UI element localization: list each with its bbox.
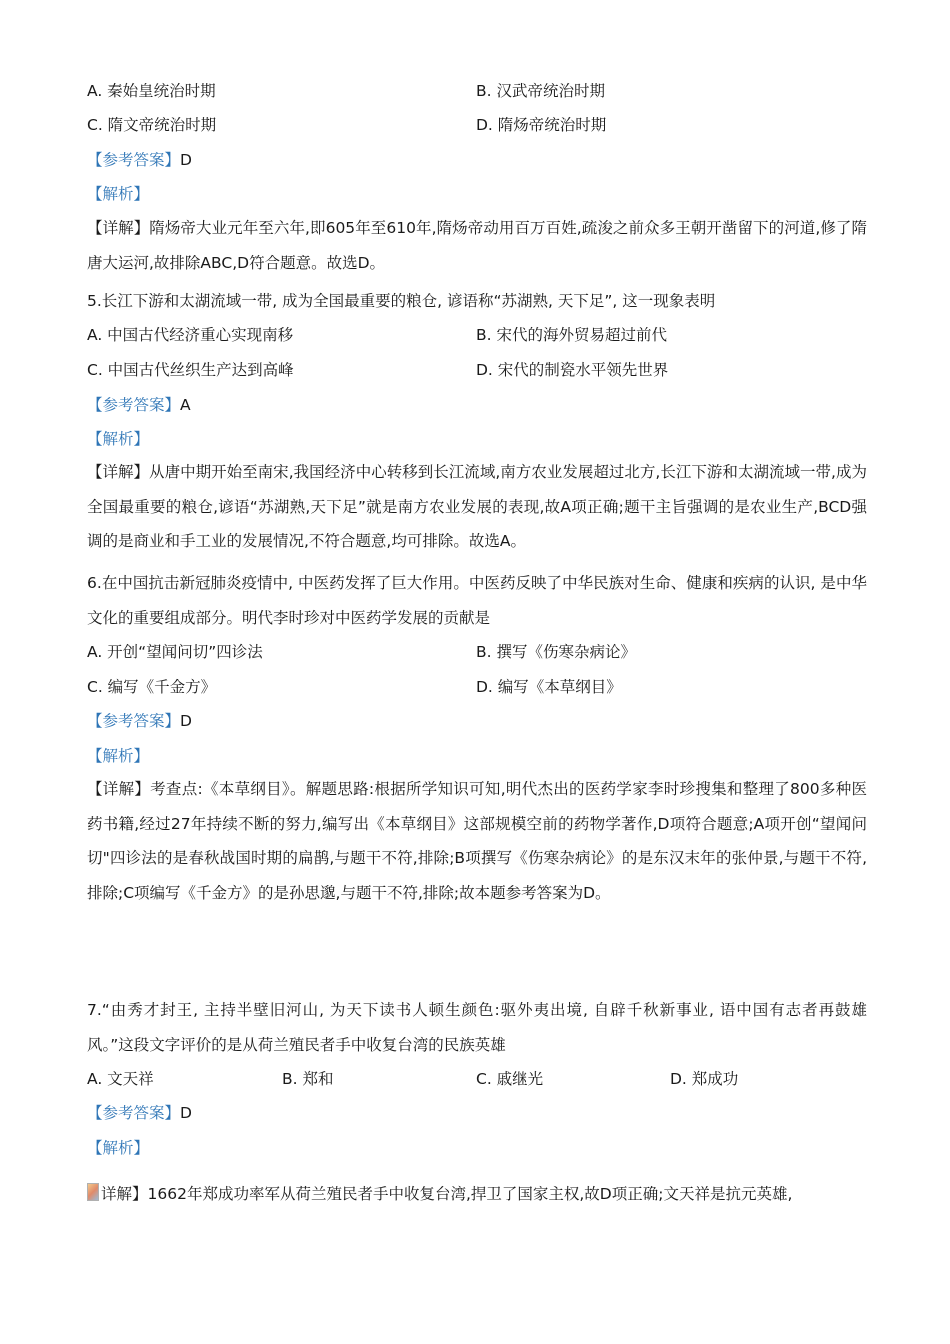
q4-option-c: C. 隋文帝统治时期 <box>87 116 217 134</box>
q5-detail: 【详解】从唐中期开始至南宋,我国经济中心转移到长江流域,南方农业发展超过北方,长江下游和太湖流域一带,成为全国最重要的粮仓,谚语“苏湖熟,天下足”就是南方农业发展的表现,故A项正确;题干主旨强调的是农业生产,BCD强调的是商业和手工业的发展情况,不符合题意,均可排除。故选A。 <box>87 463 867 550</box>
q4-options-row-2 <box>87 115 867 137</box>
q7-options-row <box>87 1069 867 1091</box>
q7-detail-text: 详解】1662年郑成功率军从荷兰殖民者手中收复台湾,捍卫了国家主权,故D项正确;文天祥是抗元英雄, <box>101 1185 793 1203</box>
q5-options-row-2 <box>87 360 867 382</box>
q4-option-a: A. 秦始皇统治时期 <box>87 82 216 100</box>
q5-options-row-1 <box>87 325 867 347</box>
q5-answer <box>87 395 191 415</box>
q5-option-b: B. 宋代的海外贸易超过前代 <box>476 326 667 344</box>
q6-option-c: C. 编写《千金方》 <box>87 678 217 696</box>
broken-image-icon <box>87 1183 99 1201</box>
q6-option-a: A. 开创“望闻问切”四诊法 <box>87 643 263 661</box>
q7-detail <box>87 1183 792 1204</box>
q5-option-c: C. 中国古代丝织生产达到高峰 <box>87 361 294 379</box>
q6-option-b: B. 撰写《伤寒杂病论》 <box>476 643 636 661</box>
q4-option-d: D. 隋炀帝统治时期 <box>476 116 607 134</box>
q6-answer <box>87 711 192 731</box>
q7-option-c: C. 戚继光 <box>476 1070 544 1088</box>
q6-options-row-2 <box>87 677 867 699</box>
q4-analysis-label: 【解析】 <box>87 185 150 203</box>
answer-label: 【参考答案】 <box>87 712 181 730</box>
q6-analysis-label: 【解析】 <box>87 747 150 765</box>
q6-option-d: D. 编写《本草纲目》 <box>476 678 622 696</box>
q7-question: 7.“由秀才封王, 主持半壁旧河山, 为天下读书人顿生颜色:驱外夷出境, 自辟千秋新事业, 语中国有志者再鼓雄风。”这段文字评价的是从荷兰殖民者手中收复台湾的民族英雄 <box>87 1001 867 1054</box>
q4-option-b: B. 汉武帝统治时期 <box>476 82 605 100</box>
q5-question: 5.长江下游和太湖流域一带, 成为全国最重要的粮仓, 谚语称“苏湖熟, 天下足”, 这一现象表明 <box>87 292 716 310</box>
q7-analysis-label: 【解析】 <box>87 1139 150 1157</box>
answer-value: A <box>180 396 191 414</box>
q5-analysis-label: 【解析】 <box>87 430 150 448</box>
q5-option-a: A. 中国古代经济重心实现南移 <box>87 326 294 344</box>
answer-value: D <box>180 151 192 169</box>
q6-question: 6.在中国抗击新冠肺炎疫情中, 中医药发挥了巨大作用。中医药反映了中华民族对生命、健康和疾病的认识, 是中华文化的重要组成部分。明代李时珍对中医药学发展的贡献是 <box>87 574 867 627</box>
q4-answer <box>87 150 192 170</box>
q5-option-d: D. 宋代的制瓷水平领先世界 <box>476 361 669 379</box>
q7-option-d: D. 郑成功 <box>670 1070 739 1088</box>
answer-value: D <box>180 712 192 730</box>
q6-detail: 【详解】考查点:《本草纲目》。解题思路:根据所学知识可知,明代杰出的医药学家李时珍搜集和整理了800多种医药书籍,经过27年持续不断的努力,编写出《本草纲目》这部规模空前的药物学著作,D项符合题意;A项开创“望闻问切"四诊法的是春秋战国时期的扁鹊,与题干不符,排除;B项撰写《伤寒杂病论》的是东汉末年的张仲景,与题干不符,排除;C项编写《千金方》的是孙思邈,与题干不符,排除;故本题参考答案为D。 <box>87 780 867 902</box>
answer-label: 【参考答案】 <box>87 1104 181 1122</box>
q6-options-row-1 <box>87 642 867 664</box>
q4-detail: 【详解】隋炀帝大业元年至六年,即605年至610年,隋炀帝动用百万百姓,疏浚之前众多王朝开凿留下的河道,修了隋唐大运河,故排除ABC,D符合题意。故选D。 <box>87 219 867 272</box>
q7-option-b: B. 郑和 <box>282 1070 334 1088</box>
q7-option-a: A. 文天祥 <box>87 1070 154 1088</box>
answer-label: 【参考答案】 <box>87 396 181 414</box>
answer-value: D <box>180 1104 192 1122</box>
q7-answer <box>87 1103 192 1123</box>
q4-options-row-1 <box>87 81 867 103</box>
answer-label: 【参考答案】 <box>87 151 181 169</box>
